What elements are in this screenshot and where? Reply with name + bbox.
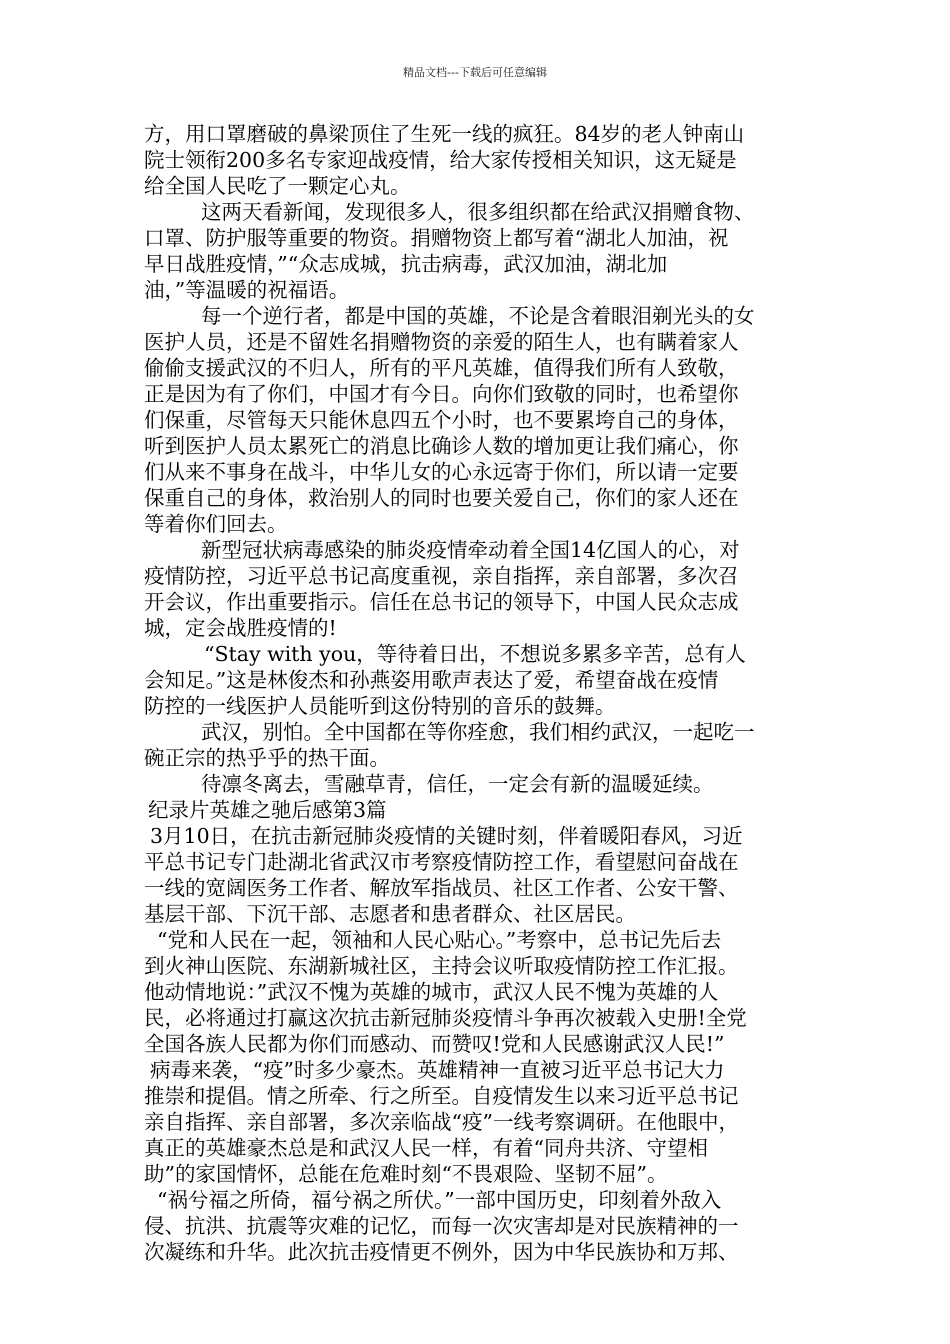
text-line: 到火神山医院、东湖新城社区，主持会议听取疫情防控工作汇报。 [144,954,739,978]
text-line: 侵、抗洪、抗震等灾难的记忆，而每一次灾害却是对民族精神的一 [144,1214,739,1238]
paragraph-start: 待凛冬离去，雪融草青，信任，一定会有新的温暖延续。 [201,772,714,796]
text-line: 保重自己的身体，救治别人的同时也要关爱自己，你们的家人还在 [144,486,739,510]
text-line: 次凝练和升华。此次抗击疫情更不例外，因为中华民族协和万邦、 [144,1240,739,1264]
text-line: 疫情防控，习近平总书记高度重视，亲自指挥，亲自部署，多次召 [144,564,739,588]
text-line: 碗正宗的热乎乎的热干面。 [144,746,390,770]
paragraph-start: 病毒来袭，“疫”时多少豪杰。英雄精神一直被习近平总书记大力 [150,1058,725,1082]
text-line: 民，必将通过打赢这次抗击新冠肺炎疫情斗争再次被载入史册!全党 [144,1006,747,1030]
text-line: 正是因为有了你们，中国才有今日。向你们致敬的同时，也希望你 [144,382,739,406]
section-heading: 纪录片英雄之驰后感第3篇 [148,798,387,822]
paragraph-start: 每一个逆行者，都是中国的英雄，不论是含着眼泪剃光头的女 [201,304,755,328]
text-line: 他动情地说：”武汉不愧为英雄的城市，武汉人民不愧为英雄的人 [144,980,719,1004]
text-line: 会知足。”这是林俊杰和孙燕姿用歌声表达了爱，希望奋战在疫情 [144,668,719,692]
text-line: 给全国人民吃了一颗定心丸。 [144,174,411,198]
paragraph-start: 3月10日，在抗击新冠肺炎疫情的关键时刻，伴着暖阳春风，习近 [150,824,743,848]
text-line: 早日战胜疫情，”“众志成城，抗击病毒，武汉加油，湖北加 [144,252,668,276]
text-line: 基层干部、下沉干部、志愿者和患者群众、社区居民。 [144,902,636,926]
text-line: 防控的一线医护人员能听到这份特别的音乐的鼓舞。 [144,694,616,718]
text-line: 全国各族人民都为你们而感动、而赞叹!党和人民感谢武汉人民!” [144,1032,725,1056]
text-line: 亲自指挥、亲自部署，多次亲临战“疫”一线考察调研。在他眼中， [144,1110,739,1134]
text-line: 平总书记专门赴湖北省武汉市考察疫情防控工作，看望慰问奋战在 [144,850,739,874]
text-line: 等着你们回去。 [144,512,288,536]
paragraph-start: 武汉，别怕。全中国都在等你痊愈，我们相约武汉，一起吃一 [201,720,755,744]
text-line: 院士领衔200多名专家迎战疫情，给大家传授相关知识，这无疑是 [144,148,737,172]
text-line: 城，定会战胜疫情的! [144,616,337,640]
text-line: 开会议，作出重要指示。信任在总书记的领导下，中国人民众志成 [144,590,739,614]
paragraph-start: “Stay with you，等待着日出，不想说多累多辛苦，总有人 [204,642,746,666]
text-line: 助”的家国情怀，总能在危难时刻“不畏艰险、坚韧不屈”。 [144,1162,668,1186]
page-header: 精品文档---下载后可任意编辑 [403,66,547,79]
text-line: 偷偷支援武汉的不归人，所有的平凡英雄，值得我们所有人致敬， [144,356,739,380]
text-line: 推崇和提倡。情之所牵、行之所至。自疫情发生以来习近平总书记 [144,1084,739,1108]
paragraph-start: 这两天看新闻，发现很多人，很多组织都在给武汉捐赠食物、 [201,200,755,224]
text-line: 听到医护人员太累死亡的消息比确诊人数的增加更让我们痛心，你 [144,434,739,458]
text-line: 一线的宽阔医务工作者、解放军指战员、社区工作者、公安干警、 [144,876,739,900]
text-line: 们保重，尽管每天只能休息四五个小时，也不要累垮自己的身体， [144,408,739,432]
paragraph-start: “党和人民在一起，领袖和人民心贴心。”考察中，总书记先后去 [157,928,722,952]
paragraph-start: 新型冠状病毒感染的肺炎疫情牵动着全国14亿国人的心，对 [201,538,740,562]
document-body [144,121,812,1265]
text-line: 方，用口罩磨破的鼻梁顶住了生死一线的疯狂。84岁的老人钟南山 [144,122,745,146]
text-line: 油，”等温暖的祝福语。 [144,278,350,302]
text-line: 真正的英雄豪杰总是和武汉人民一样，有着“同舟共济、守望相 [144,1136,708,1160]
paragraph-start: “祸兮福之所倚，福兮祸之所伏。”一部中国历史，印刻着外敌入 [157,1188,722,1212]
text-line: 医护人员，还是不留姓名捐赠物资的亲爱的陌生人，也有瞒着家人 [144,330,739,354]
text-line: 们从来不事身在战斗，中华儿女的心永远寄于你们，所以请一定要 [144,460,739,484]
text-line: 口罩、防护服等重要的物资。捐赠物资上都写着“湖北人加油，祝 [144,226,729,250]
